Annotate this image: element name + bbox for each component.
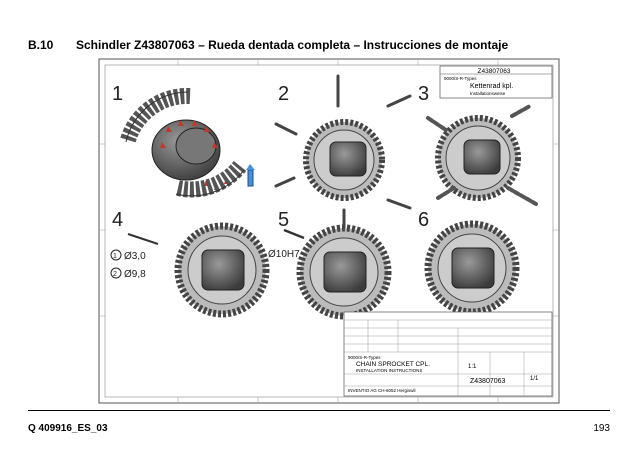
step-number-3: 3: [418, 83, 430, 105]
bottom-series: 9000/S-R-Types: [348, 355, 381, 360]
bottom-title-block: [344, 312, 552, 396]
drill-size-1: Ø3,0: [124, 251, 146, 262]
top-title-block: [440, 66, 552, 98]
top-part-number: Z43807063: [477, 68, 511, 75]
bottom-company: INVENTIO AG CH-6052 Hergiswil: [348, 388, 416, 393]
bottom-name: CHAIN SPROCKET CPL.: [356, 361, 430, 368]
bottom-subtitle: INSTALLATION INSTRUCTIONS: [356, 368, 423, 373]
bottom-part-number: Z43807063: [470, 378, 506, 385]
step-6-sprocket-complete: [428, 224, 516, 312]
technical-drawing: [98, 58, 560, 404]
bottom-scale: 1:1: [468, 364, 477, 370]
section-number: B.10: [28, 38, 54, 52]
step-number-2: 2: [278, 83, 290, 105]
drill-marker-2: 2: [113, 271, 117, 278]
section-title: Schindler Z43807063 – Rueda dentada completa – Instrucciones de montaje: [76, 38, 509, 52]
step-number-4: 4: [112, 209, 124, 231]
step-number-1: 1: [112, 83, 124, 105]
step-number-5: 5: [278, 209, 290, 231]
bottom-sheet: 1/1: [530, 376, 539, 382]
step-number-6: 6: [418, 209, 430, 231]
document-code: Q 409916_ES_03: [28, 423, 108, 434]
page-number: 193: [593, 423, 610, 434]
top-name: Kettenrad kpl.: [470, 83, 514, 90]
top-subtitle: Installationsweise: [470, 91, 506, 96]
top-series: 9000/S-R-Types: [444, 76, 477, 81]
drill-size-2: Ø9,8: [124, 269, 146, 280]
footer-rule: [28, 410, 610, 411]
pin-size-label: Ø10H7: [268, 249, 300, 260]
drill-marker-1: 1: [113, 253, 117, 260]
